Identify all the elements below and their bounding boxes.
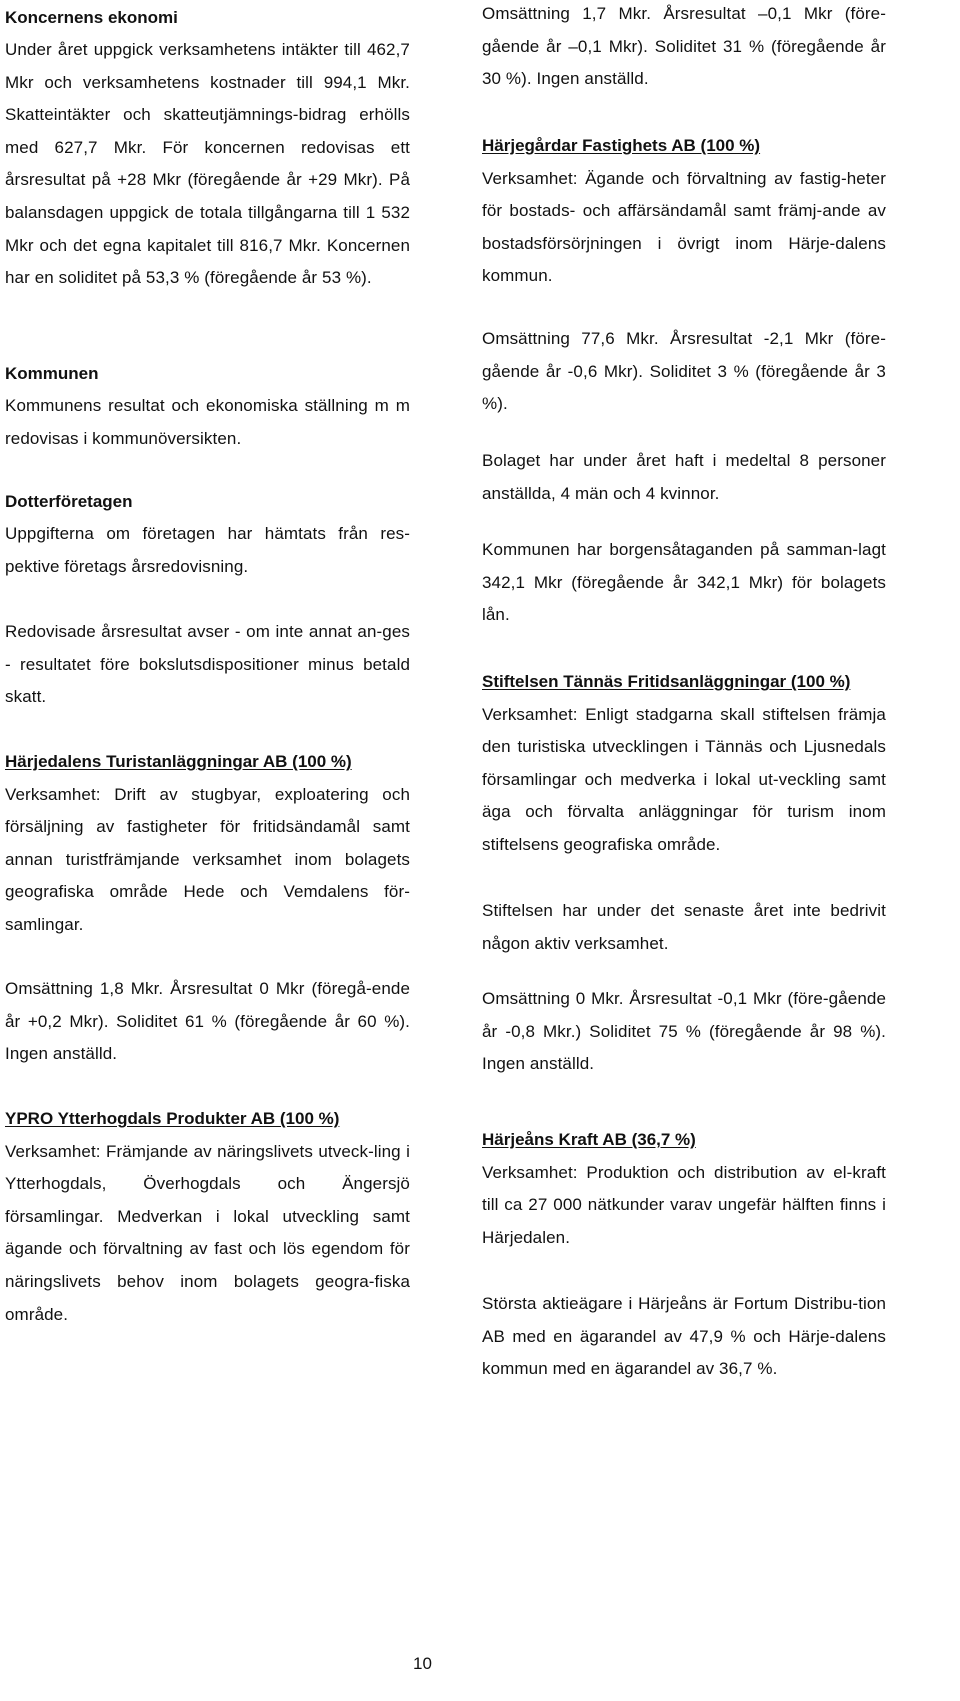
paragraph-fastighets-personal: Bolaget har under året haft i medeltal 8 personer anställda, 4 män och 4 kvinnor. bbox=[482, 451, 886, 503]
heading-dotterforetagen: Dotterföretagen bbox=[5, 492, 133, 511]
paragraph-turistanlaggningar-nyckeltal: Omsättning 1,8 Mkr. Årsresultat 0 Mkr (föregå-ende år +0,2 Mkr). Soliditet 61 % (föregående år 60 %). Ingen anställd. bbox=[5, 979, 410, 1064]
paragraph-koncernens-ekonomi: Under året uppgick verksamhetens intäkter till 462,7 Mkr och verksamhetens kostnader till 994,1 Mkr. Skatteintäkter och skatteutjämnings-bidrag erhölls med 627,7 Mkr. För koncernen redovisas ett årsresultat på +28 Mkr (föregående år +29 Mkr). På balansdagen uppgick de totala tillgångarna till 1 532 Mkr och det egna kapitalet till 816,7 Mkr. Koncernen har en soliditet på 53,3 % (föregående år 53 %). bbox=[5, 40, 410, 288]
paragraph-ypro-verksamhet: Verksamhet: Främjande av näringslivets utveck-ling i Ytterhogdals, Överhogdals och Ängersjö församlingar. Medverkan i lokal utveckling samt ägande och förvaltning av fast och lös egendom för näringslivets behov inom bolagets geogra-fiska område. bbox=[5, 1141, 410, 1324]
title-tannas: Stiftelsen Tännäs Fritidsanläggningar (100 %) bbox=[482, 672, 851, 691]
section-fastighets-borgen bbox=[482, 534, 886, 632]
section-ypro-nyckeltal bbox=[482, 0, 886, 96]
paragraph-dotterforetagen: Uppgifterna om företagen har hämtats från res-pektive företags årsredovisning. bbox=[5, 524, 410, 576]
paragraph-fastighets-nyckeltal: Omsättning 77,6 Mkr. Årsresultat -2,1 Mkr (före-gående år -0,6 Mkr). Soliditet 3 % (föregående år 3 %). bbox=[482, 329, 886, 414]
title-harjeans: Härjeåns Kraft AB (36,7 %) bbox=[482, 1130, 696, 1149]
paragraph-fastighets-verksamhet: Verksamhet: Ägande och förvaltning av fastig-heter för bostads- och affärsändamål samt främj-ande av bostadsförsörjningen i övrigt inom Härje-dalens kommun. bbox=[482, 168, 886, 286]
paragraph-turistanlaggningar-verksamhet: Verksamhet: Drift av stugbyar, exploatering och försäljning av fastigheter för fritidsändamål samt annan turistfrämjande verksamhet inom bolagets geografiska område Hede och Vemdalens för-samlingar. bbox=[5, 784, 410, 934]
paragraph-ypro-nyckeltal: Omsättning 1,7 Mkr. Årsresultat –0,1 Mkr (före-gående år –0,1 Mkr). Soliditet 31 % (föregående år 30 %). Ingen anställd. bbox=[482, 4, 886, 89]
paragraph-harjeans-verksamhet: Verksamhet: Produktion och distribution av el-kraft till ca 27 000 nätkunder varav ungefär hälften finns i Härjedalen. bbox=[482, 1162, 886, 1247]
section-redovisning-note bbox=[5, 616, 410, 714]
paragraph-tannas-status: Stiftelsen har under det senaste året inte bedrivit någon aktiv verksamhet. bbox=[482, 901, 886, 953]
heading-koncernens-ekonomi: Koncernens ekonomi bbox=[5, 8, 178, 27]
paragraph-tannas-nyckeltal: Omsättning 0 Mkr. Årsresultat -0,1 Mkr (före-gående år -0,8 Mkr.) Soliditet 75 % (föregående år 98 %). Ingen anställd. bbox=[482, 989, 886, 1074]
section-kommunen bbox=[5, 358, 410, 455]
section-harjeans bbox=[482, 1124, 886, 1254]
paragraph-fastighets-borgen: Kommunen har borgensåtaganden på samman-lagt 342,1 Mkr (föregående år 342,1 Mkr) för bolagets lån. bbox=[482, 540, 886, 625]
title-fastighets: Härjegårdar Fastighets AB (100 %) bbox=[482, 136, 761, 155]
title-turistanlaggningar: Härjedalens Turistanläggningar AB (100 %) bbox=[5, 752, 352, 771]
section-fastighets bbox=[482, 130, 886, 293]
heading-kommunen: Kommunen bbox=[5, 364, 99, 383]
paragraph-harjeans-agare: Största aktieägare i Härjeåns är Fortum Distribu-tion AB med en ägarandel av 47,9 % och Härje-dalens kommun med en ägarandel av 36,7 %. bbox=[482, 1294, 886, 1379]
section-harjeans-agare bbox=[482, 1288, 886, 1386]
section-fastighets-nyckeltal bbox=[482, 323, 886, 421]
section-koncernens-ekonomi bbox=[5, 2, 410, 295]
section-tannas-nyckeltal bbox=[482, 983, 886, 1081]
section-turistanlaggningar bbox=[5, 746, 410, 942]
page-number: 10 bbox=[413, 1654, 432, 1673]
section-dotterforetagen bbox=[5, 486, 410, 583]
paragraph-kommunen: Kommunens resultat och ekonomiska ställning m m redovisas i kommunöversikten. bbox=[5, 396, 410, 448]
section-turistanlaggningar-nyckeltal bbox=[5, 973, 410, 1071]
title-ypro: YPRO Ytterhogdals Produkter AB (100 %) bbox=[5, 1109, 340, 1128]
section-tannas-status bbox=[482, 895, 886, 960]
section-ypro bbox=[5, 1103, 410, 1331]
section-fastighets-personal bbox=[482, 445, 886, 510]
section-tannas bbox=[482, 666, 886, 862]
paragraph-redovisning-note: Redovisade årsresultat avser - om inte annat an-ges - resultatet före bokslutsdispositioner minus betald skatt. bbox=[5, 622, 410, 707]
paragraph-tannas-verksamhet: Verksamhet: Enligt stadgarna skall stiftelsen främja den turistiska utvecklingen i Tännäs och Ljusnedals församlingar och medverka i lokal ut-veckling samt äga och förvalta anläggningar för turism inom stiftelsens geografiska område. bbox=[482, 704, 886, 854]
